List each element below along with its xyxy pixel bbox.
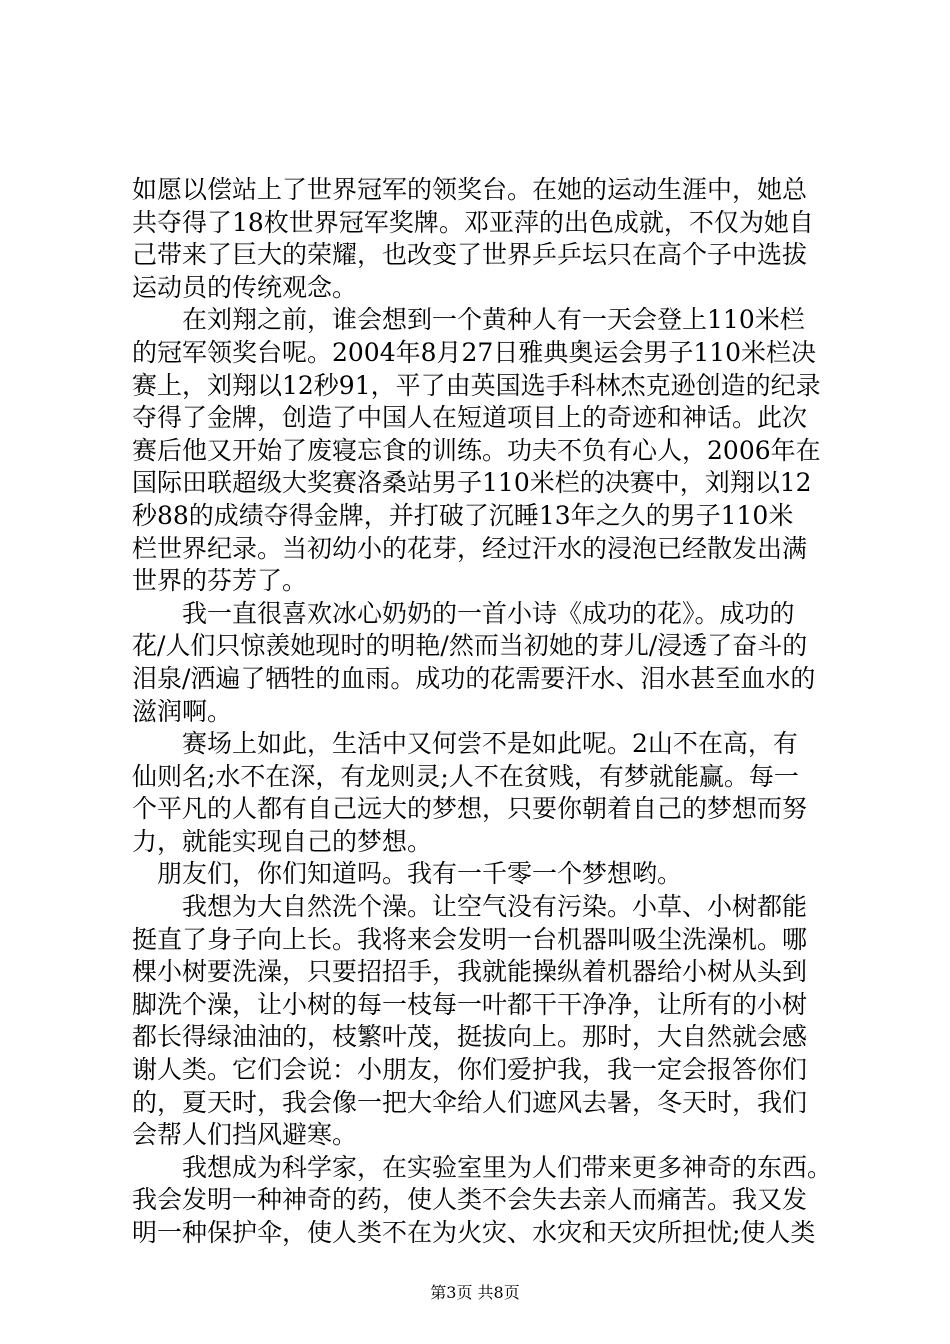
text-line: 我想为大自然洗个澡。让空气没有污染。小草、小树都能	[132, 892, 808, 922]
text-line: 世界的芬芳了。	[132, 566, 308, 596]
text-line: 如愿以偿站上了世界冠军的领奖台。在她的运动生涯中，她总	[132, 175, 808, 204]
body-text	[132, 174, 832, 1250]
text-line: 会帮人们挡风避寒。	[132, 1120, 358, 1150]
text-line: 的冠军领奖台呢。2004年8月27日雅典奥运会男子110米栏决	[132, 337, 817, 367]
text-line: 在刘翔之前，谁会想到一个黄种人有一天会登上110米栏	[132, 305, 805, 335]
text-line: 我一直很喜欢冰心奶奶的一首小诗《成功的花》。成功的	[132, 598, 795, 628]
text-line: 都长得绿油油的，枝繁叶茂，挺拔向上。那时，大自然就会感	[132, 1022, 808, 1052]
page-number-label: 第3页 共8页	[430, 1283, 520, 1302]
text-line: 国际田联超级大奖赛洛桑站男子110米栏的决赛中，刘翔以12	[132, 468, 812, 498]
text-line: 朋友们，你们知道吗。我有一千零一个梦想哟。	[132, 859, 683, 889]
text-line: 棵小树要洗澡，只要招招手，我就能操纵着机器给小树从头到	[132, 957, 808, 987]
text-line: 我会发明一种神奇的药，使人类不会失去亲人而痛苦。我又发	[132, 1185, 808, 1215]
text-line: 秒88的成绩夺得金牌，并打破了沉睡13年之久的男子110米	[132, 500, 794, 530]
text-line: 共夺得了18枚世界冠军奖牌。邓亚萍的出色成就，不仅为她自	[132, 207, 814, 237]
text-line: 赛场上如此，生活中又何尝不是如此呢。2山不在高，有	[132, 729, 798, 759]
text-line: 挺直了身子向上长。我将来会发明一台机器叫吸尘洗澡机。哪	[132, 924, 808, 954]
text-line: 赛后他又开始了废寝忘食的训练。功夫不负有心人，2006年在	[132, 435, 821, 465]
text-line: 运动员的传统观念。	[132, 272, 358, 302]
page-footer	[0, 1283, 950, 1303]
text-line: 力，就能实现自己的梦想。	[132, 826, 433, 856]
text-line: 泪泉/洒遍了牺牲的血雨。成功的花需要汗水、泪水甚至血水的	[132, 663, 816, 693]
text-line: 的，夏天时，我会像一把大伞给人们遮风去暑，冬天时，我们	[132, 1087, 808, 1117]
text-line: 明一种保护伞，使人类不在为火灾、水灾和天灾所担忧;使人类	[132, 1218, 816, 1247]
text-line: 夺得了金牌，创造了中国人在短道项目上的奇迹和神话。此次	[132, 403, 808, 433]
text-line: 花/人们只惊羡她现时的明艳/然而当初她的芽儿/浸透了奋斗的	[132, 631, 808, 661]
text-line: 己带来了巨大的荣耀，也改变了世界乒乒坛只在高个子中选拔	[132, 240, 808, 270]
text-line: 我想成为科学家，在实验室里为人们带来更多神奇的东西。	[132, 1152, 833, 1182]
text-line: 赛上，刘翔以12秒91，平了由英国选手科林杰克逊创造的纪录	[132, 370, 821, 400]
text-line: 栏世界纪录。当初幼小的花芽，经过汗水的浸泡已经散发出满	[132, 533, 808, 563]
text-line: 脚洗个澡，让小树的每一枝每一叶都干干净净，让所有的小树	[132, 989, 808, 1019]
text-line: 个平凡的人都有自己远大的梦想，只要你朝着自己的梦想而努	[132, 794, 808, 824]
text-line: 谢人类。它们会说：小朋友，你们爱护我，我一定会报答你们	[132, 1055, 808, 1085]
text-line: 仙则名;水不在深，有龙则灵;人不在贫贱，有梦就能赢。每一	[132, 761, 799, 791]
text-line: 滋润啊。	[132, 696, 233, 726]
